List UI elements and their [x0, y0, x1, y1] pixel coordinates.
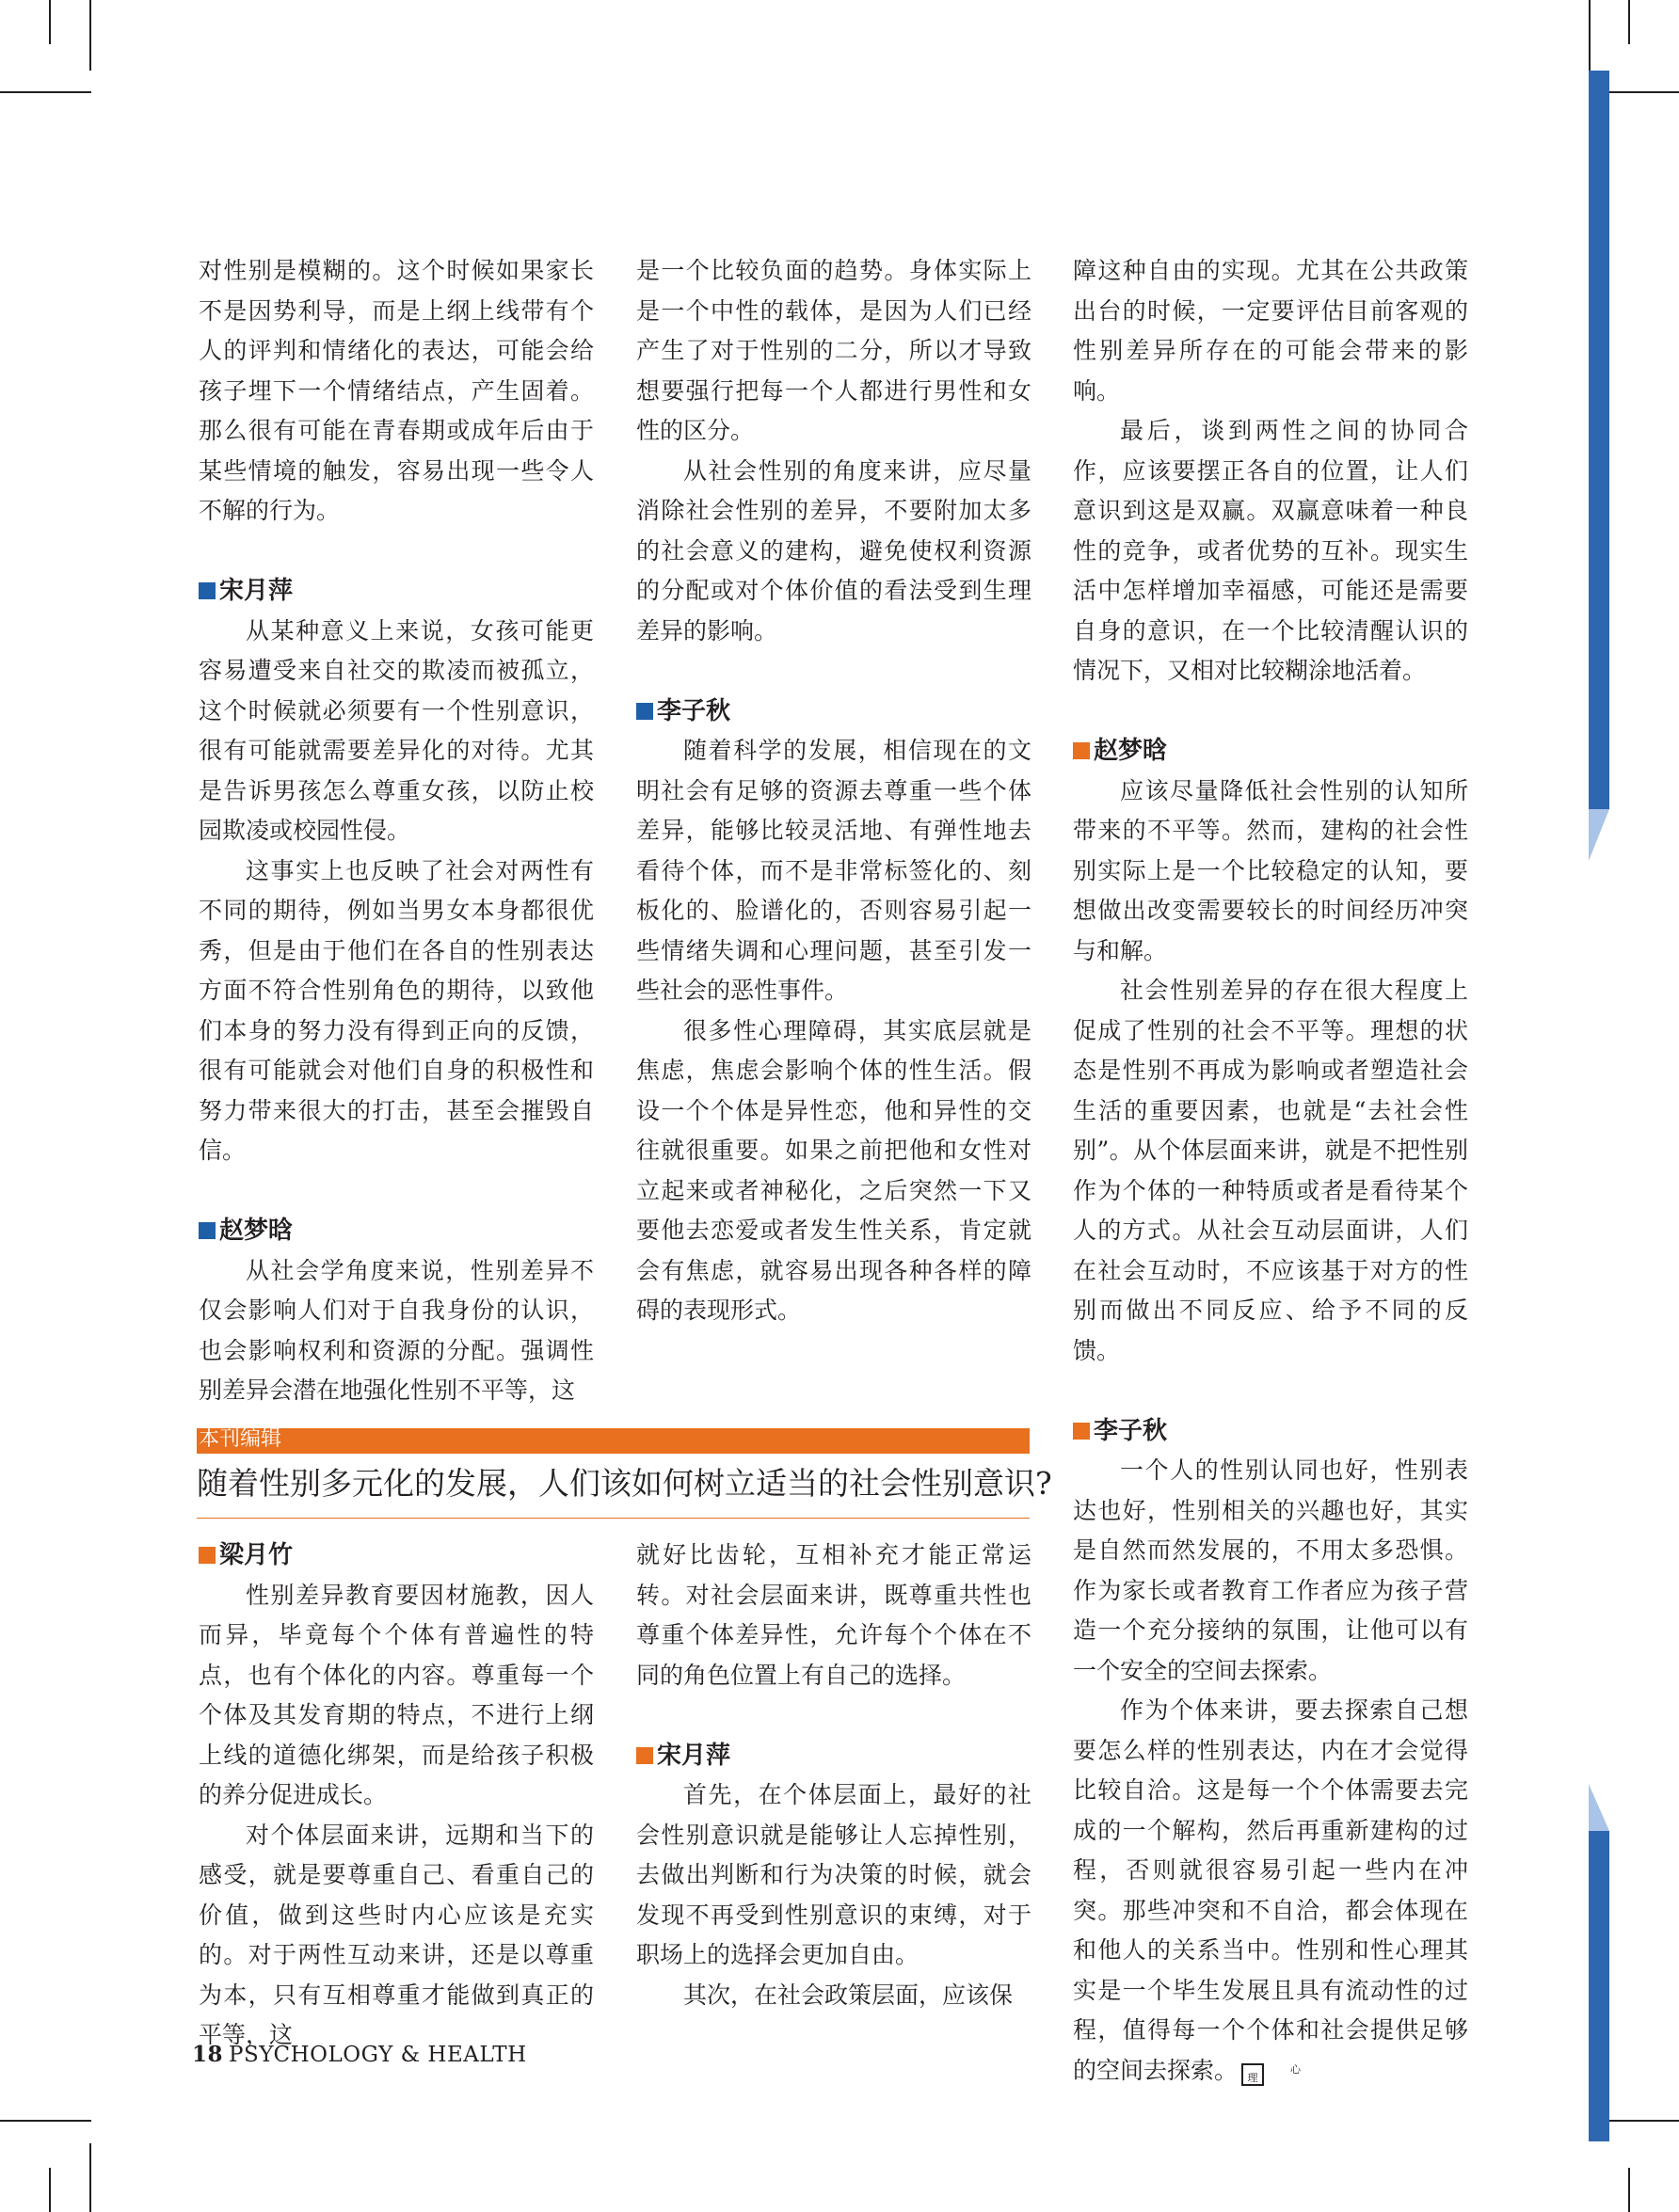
crop-mark	[0, 2120, 91, 2122]
speaker-name: 宋月萍	[219, 577, 294, 605]
paragraph: 一个人的性别认同也好，性别表达也好，性别相关的兴趣也好，其实是自然而然发展的，不用太多恐惧。作为家长或者教育工作者应为孩子营造一个充分接纳的氛围，让他可以有一个安全的空间去探索。	[1073, 1456, 1468, 1684]
speaker-heading	[1073, 1411, 1468, 1452]
crop-mark	[89, 0, 91, 71]
paragraph: 对性别是模糊的。这个时候如果家长不是因势利导，而是上纲上线带有个人的评判和情绪化的表达，可能会给孩子埋下一个情绪结点，产生固着。那么很有可能在青春期或成年后由于某些情境的触发，容易出现一些令人不解的行为。	[199, 257, 594, 524]
paragraph: 障这种自由的实现。尤其在公共政策出台的时候，一定要评估目前客观的性别差异所存在的可能会带来的影响。	[1073, 257, 1468, 405]
editor-question: 随着性别多元化的发展，人们该如何树立适当的社会性别意识?	[197, 1465, 1052, 1502]
column-2-lower	[636, 1536, 1031, 2015]
crop-mark	[49, 2168, 51, 2212]
paragraph-text: 作为个体来讲，要去探索自己想要怎么样的性别表达，内在才会觉得比较自洽。这是每一个个体需要去完成的一个解构，然后再重新建构的过程，否则就很容易引起一些内在冲突。那些冲突和不自洽，都会体现在和他人的关系当中。性别和性心理其实是一个毕生发展且具有流动性的过程，值得每一个个体和社会提供足够的空间去探索。	[1073, 1696, 1468, 2084]
speaker-name: 梁月竹	[219, 1541, 294, 1569]
paragraph: 其次，在社会政策层面，应该保	[683, 1981, 1014, 2009]
section-marker	[199, 582, 216, 599]
speaker-heading	[1073, 731, 1468, 772]
edge-band-blue	[1589, 1831, 1609, 2141]
speaker-heading	[199, 1536, 594, 1576]
paragraph: 对个体层面来讲，远期和当下的感受，就是要尊重自己、看重自己的价值，做到这些时内心应该是充实的。对于两性互动来讲，还是以尊重为本，只有互相尊重才能做到真正的平等，这	[199, 1821, 594, 2048]
edge-band-blue	[1589, 71, 1609, 809]
speaker-heading	[636, 692, 1031, 732]
speaker-name: 宋月萍	[657, 1741, 731, 1770]
section-marker	[636, 703, 653, 720]
paragraph: 很多性心理障碍，其实底层就是焦虑，焦虑会影响个体的性生活。假设一个个体是异性恋，他和异性的交往就很重要。如果之前把他和女性对立起来或者神秘化，之后突然一下又要他去恋爱或者发生性关系，肯定就会有焦虑，就容易出现各种各样的障碍的表现形式。	[636, 1016, 1031, 1324]
edge-band-tab	[1589, 809, 1609, 861]
section-marker	[1073, 1423, 1090, 1440]
paragraph: 最后，谈到两性之间的协同合作，应该要摆正各自的位置，让人们意识到这是双赢。双赢意味着一种良性的竞争，或者优势的互补。现实生活中怎样增加幸福感，可能还是需要自身的意识，在一个比较清醒认识的情况下，又相对比较糊涂地活着。	[1073, 417, 1468, 684]
paragraph	[1073, 1691, 1468, 2091]
speaker-name: 李子秋	[1094, 1416, 1168, 1445]
column-3	[1073, 251, 1468, 2091]
crop-mark	[49, 0, 51, 44]
crop-mark	[1628, 0, 1630, 44]
paragraph: 首先，在个体层面上，最好的社会性别意识就是能够让人忘掉性别，去做出判断和行为决策的时候，就会发现不再受到性别意识的束缚，对于职场上的选择会更加自由。	[636, 1781, 1031, 1968]
crop-mark	[1628, 2168, 1630, 2212]
section-marker	[199, 1547, 216, 1564]
speaker-name: 李子秋	[657, 696, 731, 725]
paragraph: 性别差异教育要因材施教，因人而异，毕竟每个个体有普遍性的特点，也有个体化的内容。尊重每一个个体及其发育期的特点，不进行上纲上线的道德化绑架，而是给孩子积极的养分促进成长。	[199, 1581, 594, 1808]
column-2-upper	[636, 251, 1031, 1331]
column-1-upper	[199, 251, 594, 1411]
paragraph: 应该尽量降低社会性别的认知所带来的不平等。然而，建构的社会性别实际上是一个比较稳定的认知，要想做出改变需要较长的时间经历冲突与和解。	[1073, 776, 1468, 964]
paragraph: 社会性别差异的存在很大程度上促成了性别的社会不平等。理想的状态是性别不再成为影响或者塑造社会生活的重要因素，也就是“去社会性别”。从个体层面来讲，就是不把性别作为个体的一种特质或者是看待某个人的方式。从社会互动层面讲，人们在社会互动时，不应该基于对方的性别而做出不同反应、给予不同的反馈。	[1073, 977, 1468, 1364]
paragraph: 从社会学角度来说，性别差异不仅会影响人们对于自我身份的认识，也会影响权利和资源的分配。强调性别差异会潜在地强化性别不平等，这	[199, 1256, 594, 1404]
magazine-name: PSYCHOLOGY & HEALTH	[229, 2043, 527, 2067]
edge-band-tab	[1589, 1784, 1609, 1831]
column-1-lower	[199, 1536, 594, 2056]
editor-tag: 本刊编辑	[199, 1427, 282, 1451]
speaker-name: 赵梦晗	[219, 1217, 294, 1245]
paragraph: 从社会性别的角度来讲，应尽量消除社会性别的差异，不要附加太多的社会意义的建构，避免使权利资源的分配或对个体价值的看法受到生理差异的影响。	[636, 456, 1031, 645]
page-number: 18	[192, 2042, 224, 2067]
section-marker	[199, 1222, 216, 1239]
editor-tag-bar	[197, 1428, 1030, 1454]
speaker-heading	[199, 571, 594, 612]
crop-mark	[0, 91, 91, 93]
page-footer	[192, 2041, 527, 2069]
paragraph: 这事实上也反映了社会对两性有不同的期待，例如当男女本身都很优秀，但是由于他们在各自的性别表达方面不符合性别角色的期待，以致他们本身的努力没有得到正向的反馈，很有可能就会对他们自身的积极性和努力带来很大的打击，甚至会摧毁自信。	[199, 856, 594, 1164]
question-divider	[197, 1518, 1030, 1519]
paragraph: 随着科学的发展，相信现在的文明社会有足够的资源去尊重一些个体差异，能够比较灵活地、有弹性地去看待个体，而不是非常标签化的、刻板化的、脸谱化的，否则容易引起一些情绪失调和心理问题，甚至引发一些社会的恶性事件。	[636, 737, 1031, 1004]
paragraph: 从某种意义上来说，女孩可能更容易遭受来自社交的欺凌而被孤立，这个时候就必须要有一个性别意识，很有可能就需要差异化的对待。尤其是告诉男孩怎么尊重女孩，以防止校园欺凌或校园性侵。	[199, 616, 594, 844]
crop-mark	[1589, 0, 1591, 71]
crop-mark	[89, 2143, 91, 2212]
section-marker	[1073, 742, 1090, 759]
speaker-heading	[636, 1736, 1031, 1776]
speaker-name: 赵梦晗	[1094, 737, 1168, 765]
paragraph: 是一个比较负面的趋势。身体实际上是一个中性的载体，是因为人们已经产生了对于性别的二分，所以才导致想要强行把每一个人都进行男性和女性的区分。	[636, 257, 1031, 444]
section-marker	[636, 1747, 653, 1764]
speaker-heading	[199, 1211, 594, 1251]
end-mark: 心理	[1241, 2063, 1264, 2086]
paragraph: 就好比齿轮，互相补充才能正常运转。对社会层面来讲，既尊重共性也尊重个体差异性，允许每个个体在不同的角色位置上有自己的选择。	[636, 1541, 1031, 1689]
